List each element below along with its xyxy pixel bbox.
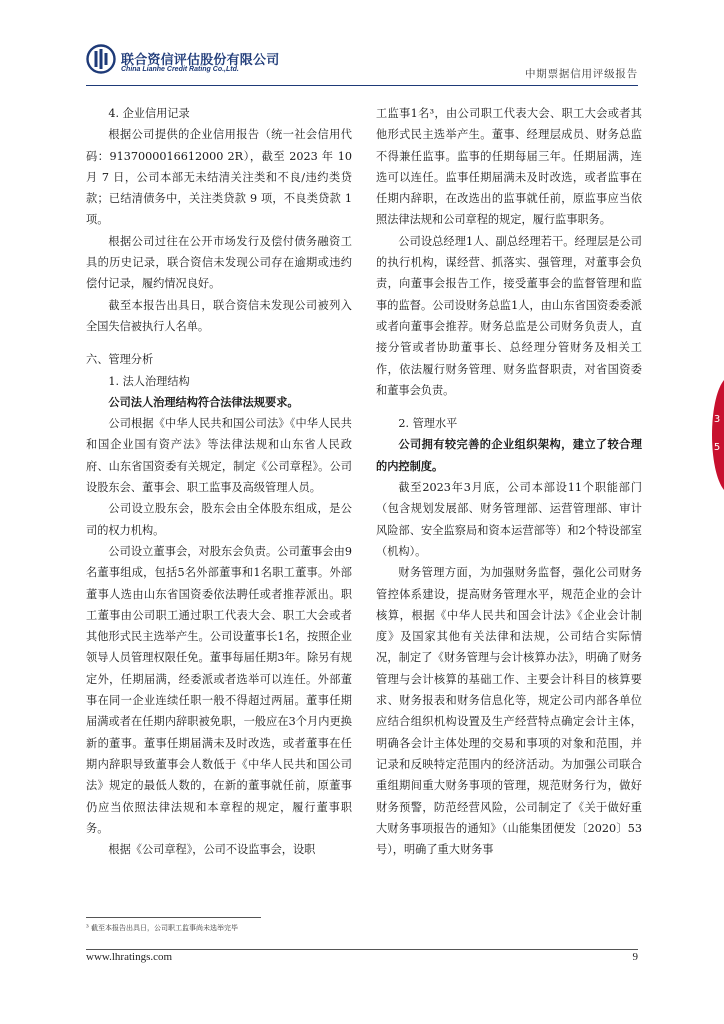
paragraph: 公司拥有较完善的企业组织架构，建立了较合理的内控制度。 — [376, 437, 642, 473]
paragraph: 工监事1名³，由公司职工代表大会、职工大会或者其他形式民主选举产生。董事、经理层成员、财务总监不得兼任监事。监事的任期每届三年。任期届满，连选可以连任。监事任期届满未及时改选，或者监事在任期内辞职，在改选出的监事就任前，原监事应当依照法律法规和公司章程的规定，履行监事职务。 — [376, 107, 642, 227]
paragraph: 公司设立董事会，对股东会负责。公司董事会由9名董事组成，包括5名外部董事和1名职工董事。外部董事人选由山东省国资委依法聘任或者推荐派出。职工董事由公司职工通过职工代表大会、职工大会或者其他形式民主选举产生。公司设董事长1名，按照企业领导人员管理权限任免。董事每届任期3年。除另有规定外，任期届满，经委派或者选举可以连任。外部董事在同一企业连续任职一般不得超过两届。董事任期届满或者在任期内辞职被免职，一般应在3个月内更换新的董事。董事任期届满未及时改选，或者董事在任期内辞职导致董事会人数低于《中华人民共和国公司法》规定的最低人数的，在新的董事就任前，原董事仍应当依照法律法规和本章程的规定，履行董事职务。 — [86, 544, 352, 835]
side-page-tab — [704, 380, 724, 490]
page-number: 9 — [632, 951, 638, 963]
paragraph: 公司设立股东会，股东会由全体股东组成，是公司的权力机构。 — [86, 502, 352, 537]
paragraph: 截至2023年3月底，公司本部设11个职能部门（包含规划发展部、财务管理部、运营管理部、审计风险部、安全监察局和资本运营部等）和2个特设部室（机构）。 — [376, 481, 642, 558]
paragraph: 4. 企业信用记录 — [108, 107, 190, 120]
paragraph: 根据公司过往在公开市场发行及偿付债务融资工具的历史记录，联合资信未发现公司存在逾期或违约偿付记录，履约情况良好。 — [86, 234, 352, 291]
left-column — [86, 103, 352, 860]
paragraph: 2. 管理水平 — [398, 417, 458, 431]
report-title: 中期票据信用评级报告 — [525, 68, 638, 80]
footnote-divider — [86, 917, 261, 918]
paragraph: 截至本报告出具日，联合资信未发现公司被列入全国失信被执行人名单。 — [86, 298, 352, 333]
header-divider — [86, 85, 638, 86]
company-name-cn: 联合资信评估股份有限公司 — [121, 53, 280, 68]
paragraph: 根据《公司章程》，公司不设监事会，设职 — [108, 843, 316, 857]
paragraph: 根据公司提供的企业信用报告（统一社会信用代码：9137000016612000 2R），截至 2023 年 10 月 7 日，公司本部无未结清关注类和不良/违约类贷款；已结清债务中，关注类贷款 9 项，不良类贷款 1 项。 — [86, 128, 352, 227]
paragraph: 公司根据《中华人民共和国公司法》《中华人民共和国企业国有资产法》等法律法规和山东省人民政府、山东省国资委有关规定，制定《公司章程》。公司设股东会、董事会、职工监事及高级管理人员。 — [86, 417, 352, 495]
company-name-en: China Lianhe Credit Rating Co.,Ltd. — [121, 66, 239, 73]
footer-divider — [86, 949, 638, 950]
svg-text:5: 5 — [713, 442, 721, 453]
paragraph: 1. 法人治理结构 — [108, 374, 190, 388]
footnote: ³ 截至本报告出具日，公司职工监事尚未选举完毕 — [86, 924, 239, 932]
right-column — [376, 103, 642, 860]
paragraph: 财务管理方面，为加强财务监督，强化公司财务管控体系建设，提高财务管理水平，规范企业的会计核算，根据《中华人民共和国会计法》《企业会计制度》及国家其他有关法律和法规，公司结合实际情况，制定了《财务管理与会计核算办法》，明确了财务管理与会计核算的基础工作、主要会计科目的核算要求、财务报表和财务信息化等，规定公司内部各单位应结合组织机构设置及生产经营特点确定会计主体，明确各会计主体处理的交易和事项的对象和范围，并记录和反映特定范围内的经济活动。为加强公司联合重组期间重大财务事项的管理，规范财务行为，做好财务预警，防范经营风险，公司制定了《关于做好重大财务事项报告的通知》（山能集团便发〔2020〕53号），明确了重大财务事 — [376, 566, 642, 857]
svg-text:3: 3 — [713, 414, 721, 425]
paragraph: 公司法人治理结构符合法律法规要求。 — [108, 394, 299, 409]
paragraph: 公司设总经理1人、副总经理若干。经理层是公司的执行机构，谋经营、抓落实、强管理，对董事会负责，向董事会报告工作，接受董事会的监督管理和监事的监督。公司设财务总监1人，由山东省国资委委派或者向董事会推荐。财务总监是公司财务负责人，直接分管或者协助董事长、总经理分管财务及相关工作，依法履行财务管理、财务监督职责，对省国资委和董事会负责。 — [376, 234, 642, 397]
paragraph-spacer — [86, 337, 352, 349]
paragraph: 六、管理分析 — [86, 353, 154, 367]
paragraph-spacer — [376, 401, 642, 413]
lianhe-logo-icon — [86, 44, 116, 74]
footer-website-link[interactable]: www.lhratings.com — [86, 951, 173, 963]
